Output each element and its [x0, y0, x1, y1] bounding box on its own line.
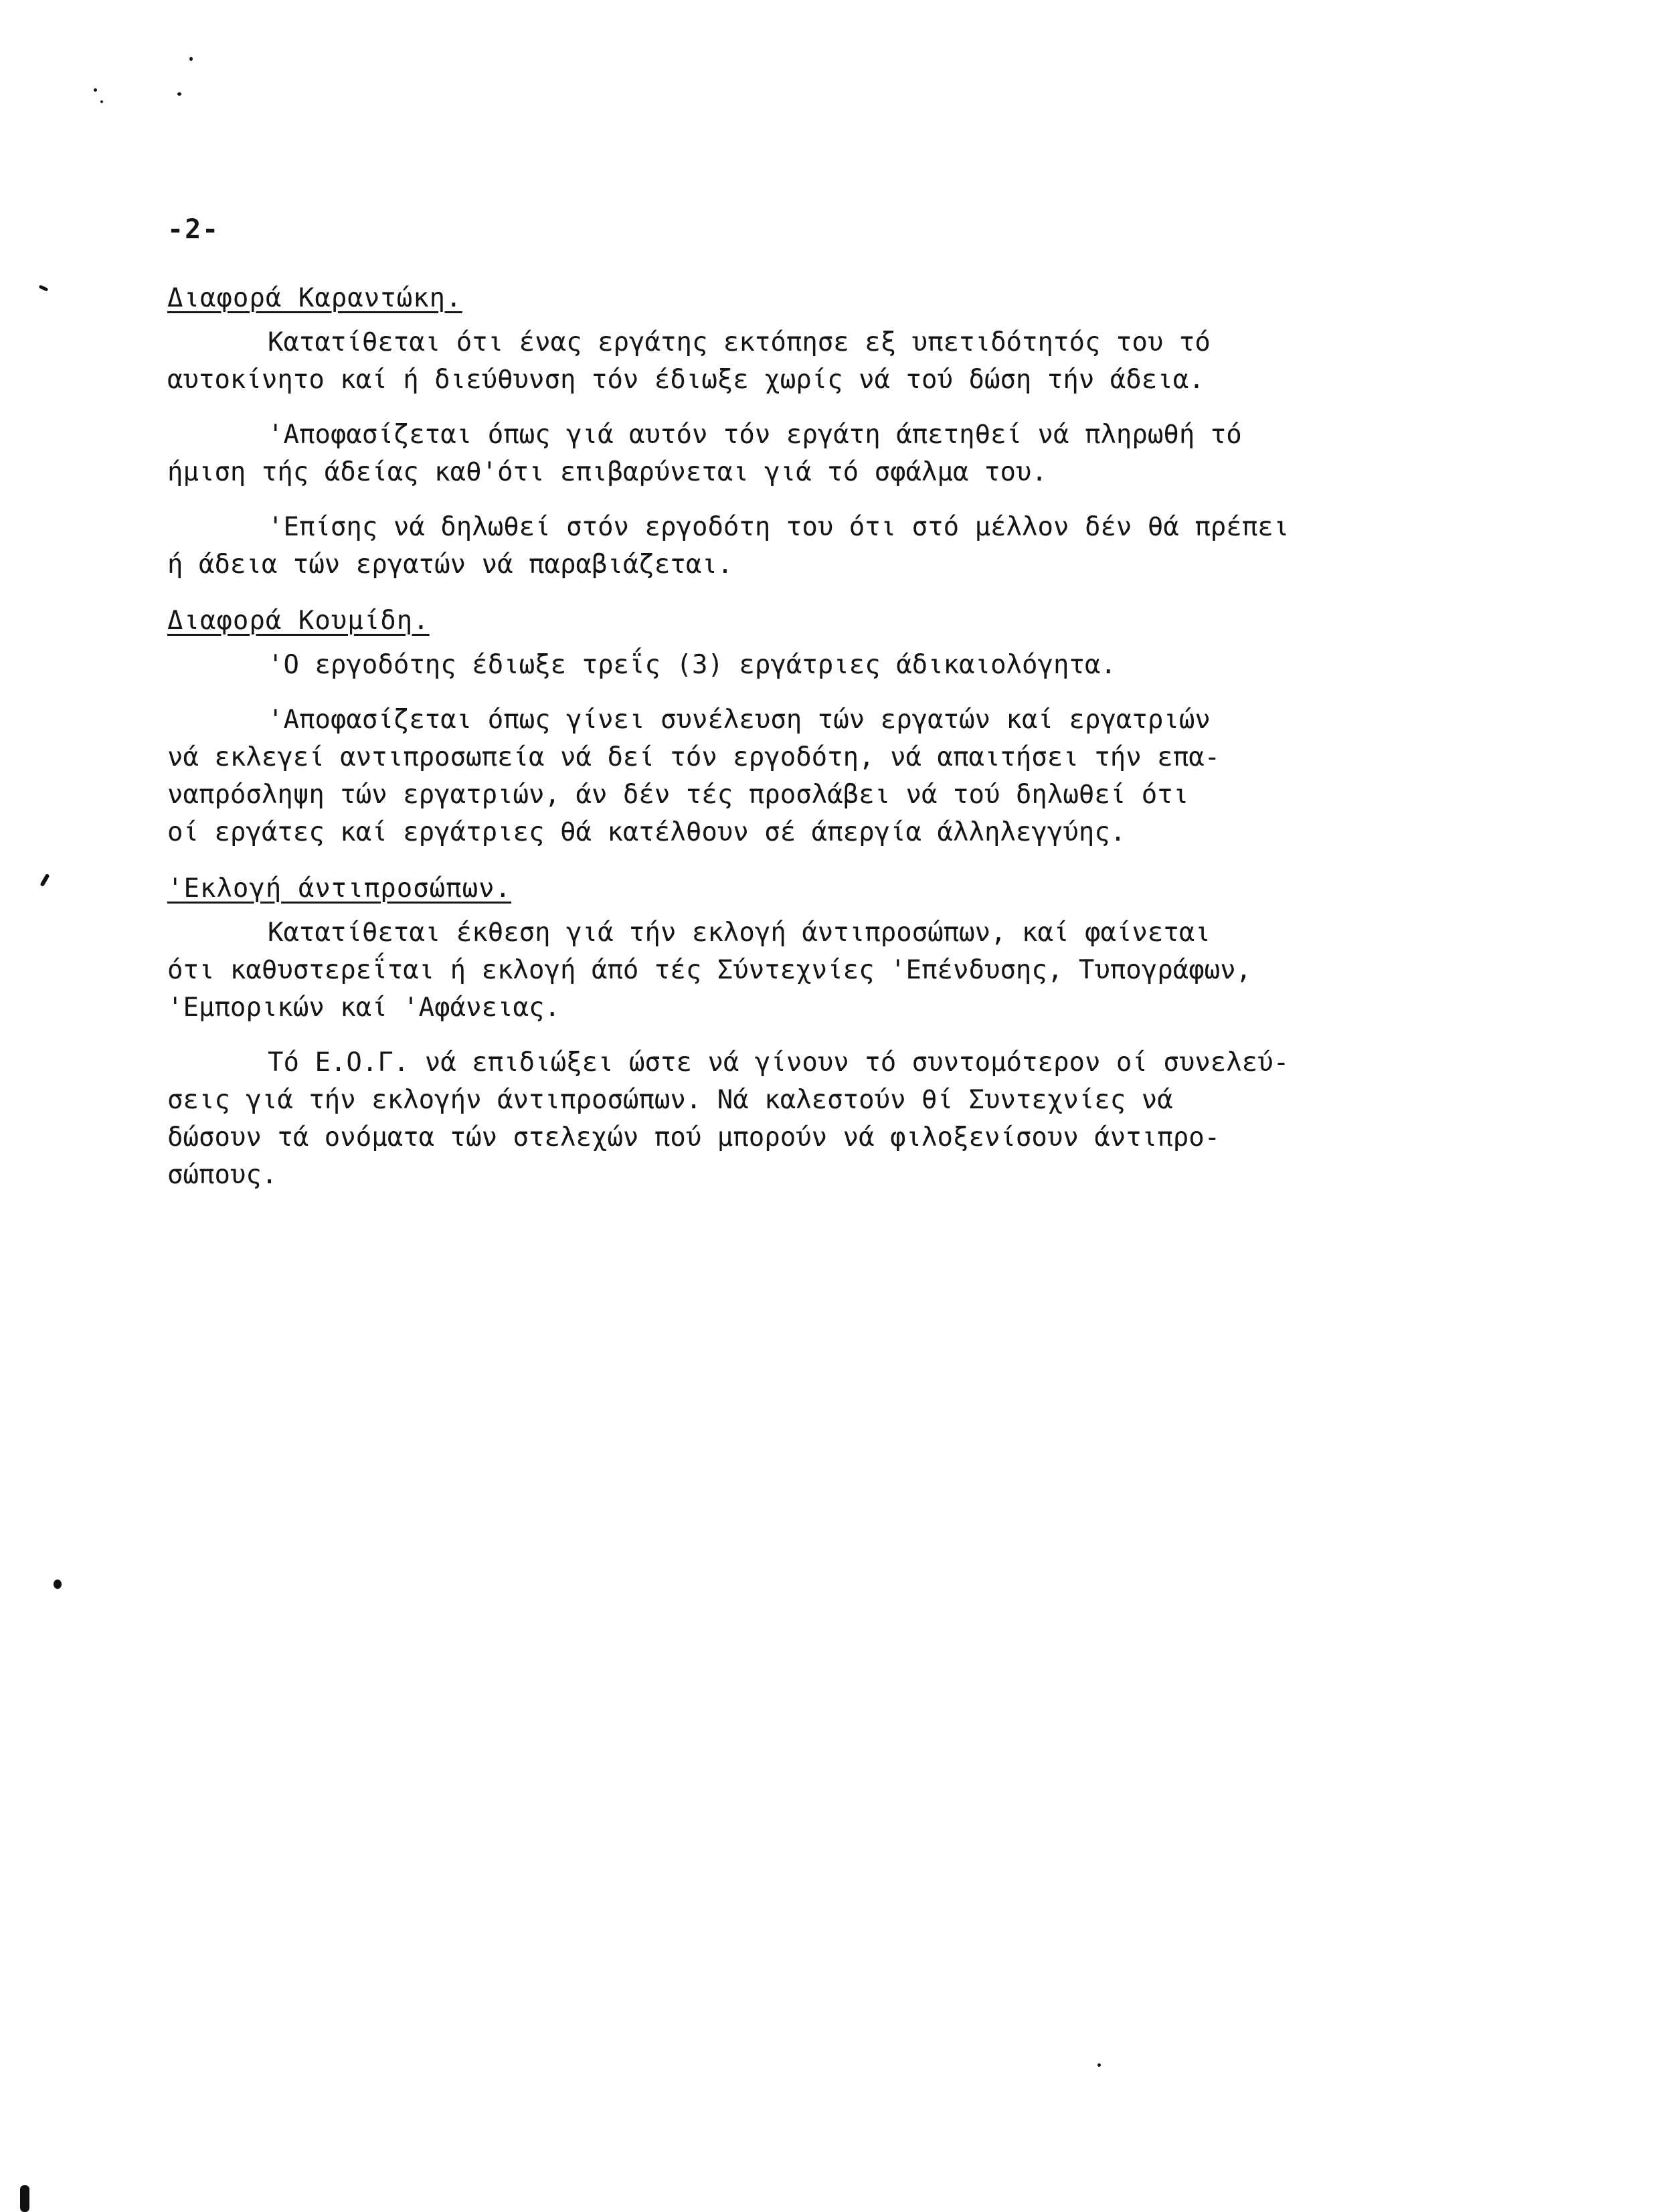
text-line: σώπους.	[167, 1160, 278, 1190]
text-line: ότι καθυστερεΐται ή εκλογή άπό τές Σύντεχνίες 'Επένδυσης, Τυπογράφων,	[167, 955, 1252, 985]
scan-speck	[39, 873, 50, 887]
scan-speck	[54, 1580, 62, 1589]
text-line: Τό Ε.Ο.Γ. νά επιδιώξει ώστε νά γίνουν τό συντομότερον οί συνελεύ-	[268, 1047, 1290, 1078]
text-line: 'Αποφασίζεται όπως γίνει συνέλευση τών εργατών καί εργατριών	[268, 705, 1211, 735]
paragraph	[167, 1044, 1606, 1194]
text-line: Κατατίθεται έκθεση γιά τήν εκλογή άντιπροσώπων, καί φαίνεται	[268, 918, 1211, 948]
text-line: Κατατίθεται ότι ένας εργάτης εκτόπησε εξ υπετιδότητός του τό	[268, 327, 1211, 357]
scan-speck	[39, 284, 49, 291]
text-line: 'Επίσης νά δηλωθεί στόν εργοδότη του ότι στό μέλλον δέν θά πρέπει	[268, 512, 1290, 542]
scan-speck	[177, 92, 181, 96]
paragraph	[167, 416, 1606, 491]
paragraph	[167, 324, 1606, 399]
paragraph	[167, 701, 1606, 851]
section-representatives	[167, 870, 1606, 1194]
scan-speck	[1097, 2063, 1101, 2067]
section-heading: Διαφορά Καραντώκη.	[167, 283, 462, 313]
text-line: ναπρόσληψη τών εργατριών, άν δέν τές προσλάβει νά τού δηλωθεί ότι	[167, 780, 1189, 810]
text-line: αυτοκίνητο καί ή διεύθυνση τόν έδιωξε χωρίς νά τού δώση τήν άδεια.	[167, 365, 1205, 395]
text-line: δώσουν τά ονόματα τών στελεχών πού μπορούν νά φιλοξενίσουν άντιπρο-	[167, 1122, 1221, 1153]
text-line: 'Αποφασίζεται όπως γιά αυτόν τόν εργάτη άπετηθεί νά πληρωθή τό	[268, 420, 1242, 450]
paragraph	[167, 914, 1606, 1027]
text-line: 'Εμπορικών καί 'Αφάνειας.	[167, 993, 560, 1023]
scan-speck	[100, 100, 103, 103]
paragraph	[167, 509, 1606, 584]
section-heading: 'Εκλογή άντιπροσώπων.	[167, 873, 512, 904]
text-line: ήμιση τής άδείας καθ'ότι επιβαρύνεται γιά τό σφάλμα του.	[167, 457, 1047, 487]
page-number: -2-	[167, 214, 220, 245]
document-body	[167, 280, 1606, 1213]
section-heading: Διαφορά Κουμίδη.	[167, 606, 430, 636]
text-line: νά εκλεγεί αντιπροσωπεία νά δεί τόν εργοδότη, νά απαιτήσει τήν επα-	[167, 742, 1221, 772]
text-line: οί εργάτες καί εργάτριες θά κατέλθουν σέ άπεργία άλληλεγγύης.	[167, 817, 1126, 847]
scan-speck	[94, 88, 97, 92]
section-karantoki	[167, 280, 1606, 584]
scan-speck	[189, 57, 193, 61]
paragraph	[167, 647, 1606, 684]
scan-speck	[20, 2185, 29, 2212]
text-line: 'Ο εργοδότης έδιωξε τρεΐς (3) εργάτριες άδικαιολόγητα.	[268, 650, 1116, 680]
text-line: ή άδεια τών εργατών νά παραβιάζεται.	[167, 549, 733, 580]
text-line: σεις γιά τήν εκλογήν άντιπροσώπων. Νά καλεστούν θί Συντεχνίες νά	[167, 1085, 1173, 1115]
section-koumidi	[167, 602, 1606, 851]
